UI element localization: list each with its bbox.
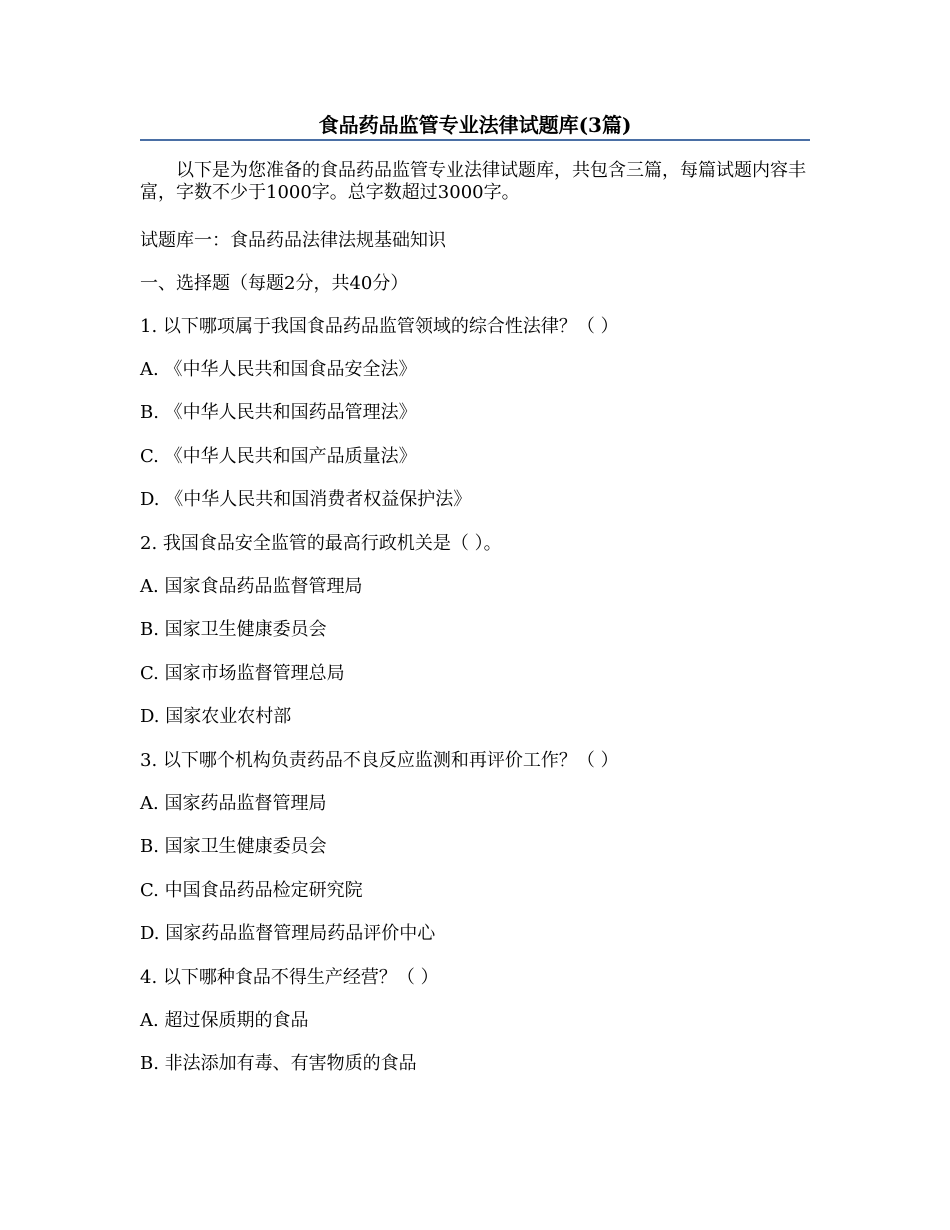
question-3-option-c: C. 中国食品药品检定研究院 (140, 880, 363, 901)
question-2-option-c: C. 国家市场监督管理总局 (140, 663, 345, 684)
question-4-option-a: A. 超过保质期的食品 (140, 1010, 309, 1031)
question-1-option-d: D. 《中华人民共和国消费者权益保护法》 (140, 489, 472, 510)
document-title: 食品药品监管专业法律试题库(3篇) (318, 113, 632, 137)
question-1-option-a: A. 《中华人民共和国食品安全法》 (140, 359, 417, 380)
question-1-option-b: B. 《中华人民共和国药品管理法》 (140, 402, 417, 423)
question-2-option-b: B. 国家卫生健康委员会 (140, 619, 327, 640)
bank-heading: 试题库一：食品药品法律法规基础知识 (140, 230, 446, 251)
intro-paragraph: 以下是为您准备的食品药品监管专业法律试题库，共包含三篇，每篇试题内容丰富，字数不少于1000字。总字数超过3000字。 (140, 160, 806, 203)
section-heading: 一、选择题（每题2分，共40分） (140, 273, 409, 294)
question-3-option-d: D. 国家药品监督管理局药品评价中心 (140, 923, 436, 944)
question-2-option-a: A. 国家食品药品监督管理局 (140, 576, 363, 597)
question-2-option-d: D. 国家农业农村部 (140, 706, 292, 727)
title-underline (140, 139, 810, 141)
question-4-option-b: B. 非法添加有毒、有害物质的食品 (140, 1053, 417, 1074)
question-1: 1. 以下哪项属于我国食品药品监管领域的综合性法律？（ ） (140, 316, 619, 337)
question-4: 4. 以下哪种食品不得生产经营？（ ） (140, 967, 439, 988)
question-3: 3. 以下哪个机构负责药品不良反应监测和再评价工作？（ ） (140, 750, 619, 771)
question-3-option-a: A. 国家药品监督管理局 (140, 793, 327, 814)
question-3-option-b: B. 国家卫生健康委员会 (140, 836, 327, 857)
question-1-option-c: C. 《中华人民共和国产品质量法》 (140, 446, 417, 467)
question-2: 2. 我国食品安全监管的最高行政机关是（ ）。 (140, 533, 502, 554)
